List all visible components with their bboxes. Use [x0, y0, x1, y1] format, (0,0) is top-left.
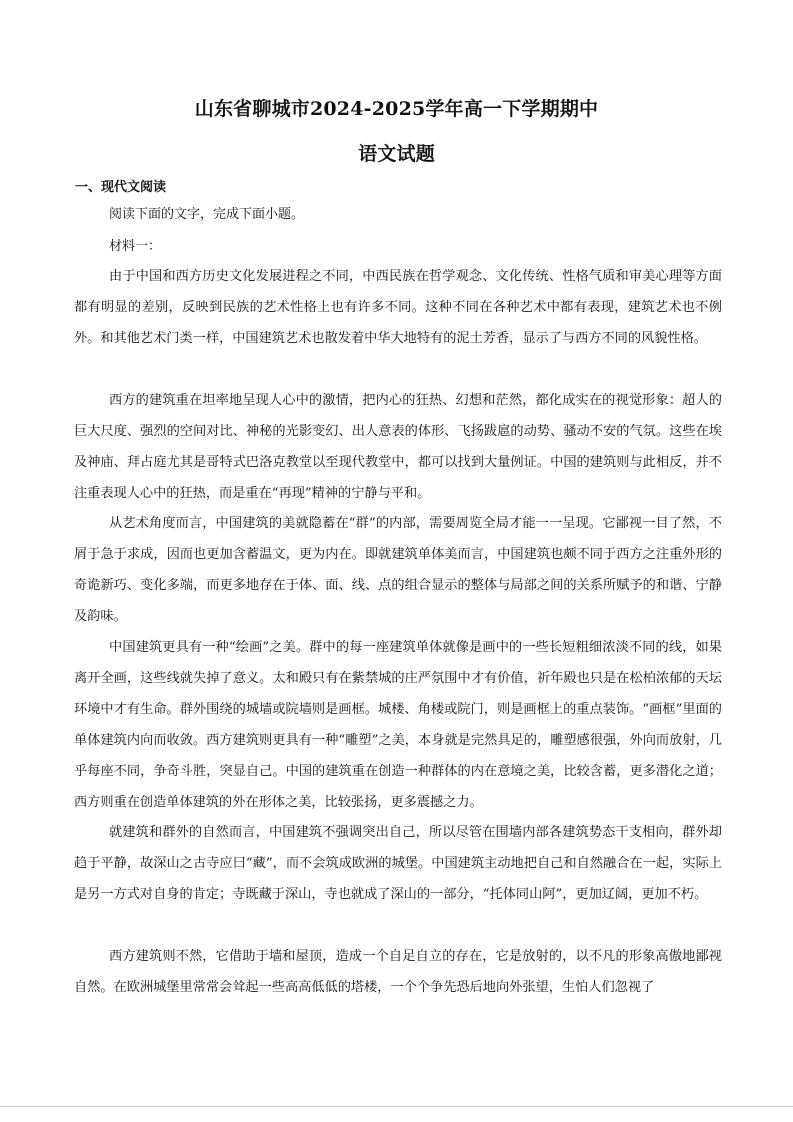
reading-instruction: 阅读下面的文字，完成下面小题。 — [109, 207, 305, 222]
paragraph-5: 就建筑和群外的自然而言，中国建筑不强调突出自己，所以尽管在围墙内部各建筑势态干支相向，群外却趋于平静，故深山之古寺应曰“藏”，而不会筑成欧洲的城堡。中国建筑主动地把自己和自然融合在一起，实际上是另一方式对自身的肯定；寺既藏于深山，寺也就成了深山的一部分，“托体同山阿”，更加辽阔，更加不朽。 — [74, 825, 722, 902]
paragraph-4: 中国建筑更具有一种“绘画”之美。群中的每一座建筑单体就像是画中的一些长短粗细浓淡不同的线，如果离开全画，这些线就失掉了意义。太和殿只有在紫禁城的庄严氛围中才有价值，祈年殿也只是在松柏浓郁的天坛环境中才有生命。群外围绕的城墙或院墙则是画框。城楼、角楼或院门，则是画框上的重点装饰。“画框”里面的单体建筑内向而收敛。西方建筑则更具有一种“雕塑”之美，本身就是完然具足的，雕塑感很强，外向而放射，几乎每座不同，争奇斗胜，突显自己。中国的建筑重在创造一种群体的内在意境之美，比较含蓄，更多潜化之道；西方则重在创造单体建筑的外在形体之美，比较张扬，更多震撼之力。 — [74, 640, 722, 810]
paragraph-6: 西方建筑则不然，它借助于墙和屋顶，造成一个自足自立的存在，它是放射的，以不凡的形象高傲地鄙视自然。在欧洲城堡里常常会耸起一些高高低低的塔楼，一个个争先恐后地向外张望，生怕人们忽视了 — [74, 949, 722, 995]
paragraph-2: 西方的建筑重在坦率地呈现人心中的激情，把内心的狂热、幻想和茫然，都化成实在的视觉形象：超人的巨大尺度、强烈的空间对比、神秘的光影变幻、出人意表的体形、飞扬跋扈的动势、骚动不安的气氛。这些在埃及神庙、拜占庭尤其是哥特式巴洛克教堂以至现代教堂中，都可以找到大量例证。中国的建筑则与此相反，并不注重表现人心中的狂热，而是重在“再现”精神的宁静与平和。 — [74, 393, 722, 501]
section-heading: 一、现代文阅读 — [75, 180, 167, 195]
page-bottom-divider — [0, 1106, 793, 1107]
material-label: 材料一： — [109, 239, 162, 254]
page-subtitle: 语文试题 — [358, 143, 435, 165]
paragraph-1: 由于中国和西方历史文化发展进程之不同，中西民族在哲学观念、文化传统、性格气质和审美心理等方面都有明显的差别，反映到民族的艺术性格上也有许多不同。这种不同在各种艺术中都有表现，建筑艺术也不例外。和其他艺术门类一样，中国建筑艺术也散发着中华大地特有的泥土芳香，显示了与西方不同的风貌性格。 — [74, 269, 722, 346]
page-title: 山东省聊城市2024-2025学年高一下学期期中 — [194, 98, 599, 120]
paragraph-3: 从艺术角度而言，中国建筑的美就隐蓄在“群”的内部，需要周览全局才能一一呈现。它鄙视一目了然，不屑于急于求成，因而也更加含蓄温文，更为内在。即就建筑单体美而言，中国建筑也颇不同于西方之注重外形的奇诡新巧、变化多端，而更多地存在于体、面、线、点的组合显示的整体与局部之间的关系所赋予的和谐、宁静及韵味。 — [74, 516, 722, 624]
